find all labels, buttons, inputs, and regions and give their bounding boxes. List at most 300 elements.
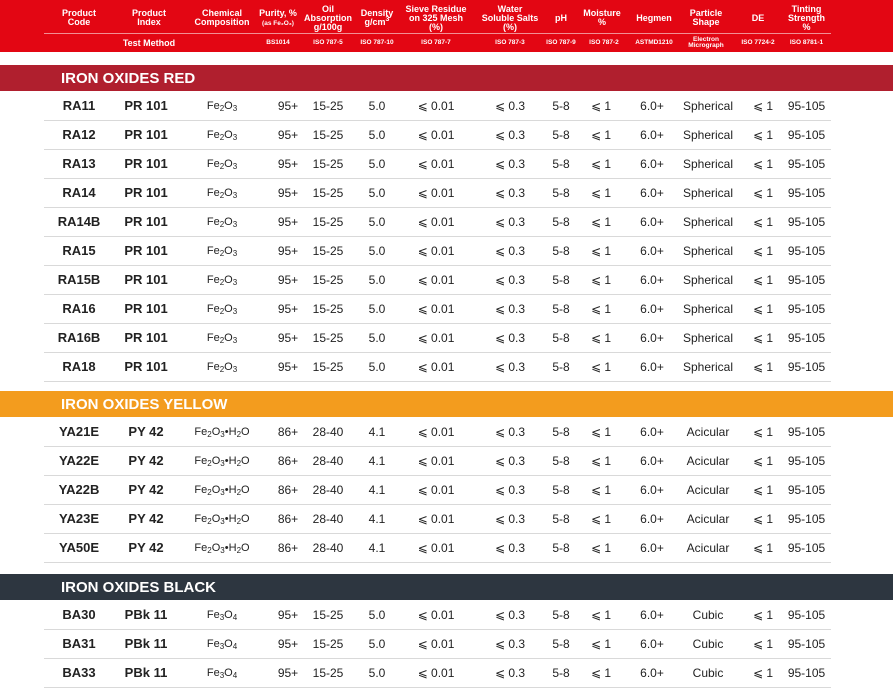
cell-hegmen: 6.0+ [640,666,664,680]
cell-tinting: 95-105 [787,157,826,171]
cell-purity: 95+ [277,157,299,171]
cell-code: RA13 [62,156,96,171]
cell-chem: $Fe_2O_3•H_2O$ [194,513,250,526]
cell-chem: $Fe_2O_3$ [206,245,238,258]
cell-solubles: ⩽ 0.3 [494,273,526,287]
cell-tinting: 95-105 [787,608,826,622]
table-row [44,447,831,476]
cell-de: ⩽ 1 [752,483,774,497]
cell-code: RA11 [62,98,96,113]
method-density: ISO 787-10 [360,38,394,46]
cell-sieve: ⩽ 0.01 [417,360,455,374]
method-ph: ISO 787-9 [546,38,576,46]
cell-ph: 5-8 [552,512,570,526]
table-row [44,92,831,121]
method-moisture: ISO 787-2 [589,38,619,46]
cell-oil: 28-40 [312,483,344,497]
cell-density: 4.1 [368,425,386,439]
cell-de: ⩽ 1 [752,302,774,316]
cell-index: PY 42 [128,453,164,468]
cell-moisture: ⩽ 1 [590,425,612,439]
table-row [44,534,831,563]
cell-ph: 5-8 [552,128,570,142]
col-moisture: Moisture % [583,8,621,27]
cell-chem: $Fe_2O_3•H_2O$ [194,542,250,555]
cell-moisture: ⩽ 1 [590,666,612,680]
cell-sieve: ⩽ 0.01 [417,186,455,200]
cell-shape: Spherical [682,157,734,171]
cell-index: PY 42 [128,511,164,526]
cell-moisture: ⩽ 1 [590,302,612,316]
cell-chem: $Fe_2O_3$ [206,187,238,200]
cell-tinting: 95-105 [787,360,826,374]
method-sieve: ISO 787-7 [421,38,451,46]
cell-shape: Acicular [686,425,730,439]
cell-tinting: 95-105 [787,454,826,468]
cell-density: 5.0 [368,331,386,345]
cell-purity: 95+ [277,302,299,316]
cell-solubles: ⩽ 0.3 [494,99,526,113]
cell-density: 5.0 [368,244,386,258]
cell-shape: Acicular [686,541,730,555]
cell-tinting: 95-105 [787,128,826,142]
cell-ph: 5-8 [552,331,570,345]
cell-index: PR 101 [124,243,168,258]
cell-oil: 15-25 [312,666,344,680]
cell-density: 5.0 [368,215,386,229]
method-shape: Electron Micrograph [688,35,724,49]
cell-density: 5.0 [368,273,386,287]
method-tinting: ISO 8781-1 [789,38,824,46]
cell-index: PBk 11 [124,636,168,651]
col-purity-note: (as Fe₂O₃) [262,19,294,27]
cell-tinting: 95-105 [787,331,826,345]
cell-de: ⩽ 1 [752,425,774,439]
table-row [44,659,831,688]
cell-sieve: ⩽ 0.01 [417,666,455,680]
table-row [44,179,831,208]
cell-moisture: ⩽ 1 [590,99,612,113]
cell-solubles: ⩽ 0.3 [494,454,526,468]
method-de: ISO 7724-2 [741,38,775,46]
cell-oil: 15-25 [312,331,344,345]
cell-tinting: 95-105 [787,186,826,200]
header-divider [44,33,831,34]
cell-ph: 5-8 [552,666,570,680]
cell-ph: 5-8 [552,273,570,287]
cell-chem: $Fe_3O_4$ [206,667,238,680]
cell-ph: 5-8 [552,302,570,316]
cell-sieve: ⩽ 0.01 [417,128,455,142]
table-row [44,150,831,179]
cell-index: PR 101 [124,156,168,171]
cell-purity: 95+ [277,99,299,113]
cell-purity: 95+ [277,273,299,287]
cell-index: PR 101 [124,330,168,345]
cell-code: RA18 [62,359,96,374]
cell-oil: 15-25 [312,637,344,651]
cell-moisture: ⩽ 1 [590,128,612,142]
cell-hegmen: 6.0+ [640,512,664,526]
cell-de: ⩽ 1 [752,360,774,374]
cell-oil: 15-25 [312,186,344,200]
cell-purity: 95+ [277,331,299,345]
cell-shape: Spherical [682,302,734,316]
cell-oil: 28-40 [312,541,344,555]
cell-code: RA14B [57,214,101,229]
cell-moisture: ⩽ 1 [590,186,612,200]
col-ph: pH [555,12,567,23]
table-row [44,353,831,382]
cell-code: BA31 [62,636,96,651]
cell-code: RA16 [62,301,96,316]
cell-solubles: ⩽ 0.3 [494,302,526,316]
cell-hegmen: 6.0+ [640,608,664,622]
table-row [44,601,831,630]
cell-ph: 5-8 [552,608,570,622]
cell-index: PR 101 [124,185,168,200]
cell-hegmen: 6.0+ [640,244,664,258]
cell-de: ⩽ 1 [752,273,774,287]
method-hegmen: ASTMD1210 [635,38,673,46]
cell-ph: 5-8 [552,186,570,200]
cell-de: ⩽ 1 [752,99,774,113]
cell-ph: 5-8 [552,425,570,439]
col-chemical-composition: Chemical Composition [194,8,250,27]
cell-oil: 15-25 [312,360,344,374]
cell-sieve: ⩽ 0.01 [417,608,455,622]
cell-hegmen: 6.0+ [640,541,664,555]
col-de: DE [751,12,765,23]
spec-table-header [0,0,893,52]
cell-ph: 5-8 [552,215,570,229]
cell-index: PR 101 [124,359,168,374]
cell-moisture: ⩽ 1 [590,483,612,497]
col-purity-label: Purity, % [259,7,297,18]
cell-sieve: ⩽ 0.01 [417,99,455,113]
cell-index: PY 42 [128,540,164,555]
table-row [44,237,831,266]
cell-de: ⩽ 1 [752,128,774,142]
cell-code: BA30 [62,607,96,622]
cell-shape: Spherical [682,244,734,258]
cell-density: 5.0 [368,186,386,200]
cell-purity: 95+ [277,215,299,229]
cell-density: 5.0 [368,666,386,680]
cell-sieve: ⩽ 0.01 [417,302,455,316]
cell-purity: 95+ [277,244,299,258]
cell-index: PBk 11 [124,665,168,680]
cell-hegmen: 6.0+ [640,273,664,287]
cell-chem: $Fe_2O_3•H_2O$ [194,426,250,439]
cell-solubles: ⩽ 0.3 [494,512,526,526]
cell-shape: Spherical [682,99,734,113]
cell-code: YA50E [59,540,99,555]
cell-hegmen: 6.0+ [640,637,664,651]
cell-oil: 28-40 [312,512,344,526]
table-row [44,418,831,447]
col-product-code: Product Code [61,8,96,27]
cell-hegmen: 6.0+ [640,99,664,113]
cell-hegmen: 6.0+ [640,454,664,468]
cell-moisture: ⩽ 1 [590,157,612,171]
cell-tinting: 95-105 [787,637,826,651]
table-row [44,295,831,324]
cell-code: YA22B [58,482,100,497]
cell-tinting: 95-105 [787,273,826,287]
cell-de: ⩽ 1 [752,666,774,680]
cell-code: RA15B [57,272,101,287]
cell-code: RA16B [57,330,101,345]
test-method-label: Test Method [122,37,176,48]
cell-oil: 28-40 [312,454,344,468]
cell-solubles: ⩽ 0.3 [494,541,526,555]
method-oil: ISO 787-5 [313,38,343,46]
col-oil-absorption: Oil Absorption g/100g [304,3,352,32]
cell-shape: Spherical [682,360,734,374]
cell-moisture: ⩽ 1 [590,331,612,345]
cell-code: YA23E [59,511,99,526]
cell-solubles: ⩽ 0.3 [494,244,526,258]
cell-chem: $Fe_2O_3$ [206,100,238,113]
cell-oil: 15-25 [312,157,344,171]
cell-shape: Cubic [692,637,724,651]
table-row [44,505,831,534]
cell-oil: 28-40 [312,425,344,439]
cell-shape: Spherical [682,186,734,200]
cell-ph: 5-8 [552,99,570,113]
cell-oil: 15-25 [312,273,344,287]
cell-index: PR 101 [124,214,168,229]
cell-purity: 95+ [277,666,299,680]
cell-index: PBk 11 [124,607,168,622]
cell-chem: $Fe_2O_3•H_2O$ [194,455,250,468]
cell-oil: 15-25 [312,302,344,316]
cell-density: 4.1 [368,512,386,526]
cell-purity: 95+ [277,608,299,622]
table-row [44,121,831,150]
cell-purity: 86+ [277,425,299,439]
cell-de: ⩽ 1 [752,541,774,555]
cell-solubles: ⩽ 0.3 [494,128,526,142]
section-title: IRON OXIDES YELLOW [61,395,228,413]
cell-tinting: 95-105 [787,541,826,555]
cell-hegmen: 6.0+ [640,215,664,229]
cell-purity: 86+ [277,512,299,526]
cell-hegmen: 6.0+ [640,483,664,497]
cell-de: ⩽ 1 [752,512,774,526]
cell-index: PR 101 [124,301,168,316]
cell-tinting: 95-105 [787,425,826,439]
cell-index: PR 101 [124,98,168,113]
cell-chem: $Fe_2O_3$ [206,332,238,345]
cell-purity: 86+ [277,483,299,497]
cell-ph: 5-8 [552,541,570,555]
cell-de: ⩽ 1 [752,186,774,200]
cell-oil: 15-25 [312,99,344,113]
cell-chem: $Fe_2O_3$ [206,274,238,287]
cell-purity: 86+ [277,454,299,468]
cell-solubles: ⩽ 0.3 [494,483,526,497]
table-row [44,266,831,295]
cell-code: BA33 [62,665,96,680]
cell-density: 5.0 [368,360,386,374]
cell-density: 5.0 [368,157,386,171]
cell-sieve: ⩽ 0.01 [417,541,455,555]
cell-moisture: ⩽ 1 [590,541,612,555]
cell-hegmen: 6.0+ [640,425,664,439]
cell-hegmen: 6.0+ [640,128,664,142]
cell-sieve: ⩽ 0.01 [417,483,455,497]
cell-chem: $Fe_3O_4$ [206,609,238,622]
cell-ph: 5-8 [552,157,570,171]
cell-index: PR 101 [124,272,168,287]
cell-chem: $Fe_2O_3$ [206,361,238,374]
cell-density: 4.1 [368,483,386,497]
col-sieve-residue: Sieve Residue on 325 Mesh (%) [405,3,467,32]
cell-code: YA21E [59,424,99,439]
cell-sieve: ⩽ 0.01 [417,425,455,439]
cell-code: RA15 [62,243,96,258]
cell-solubles: ⩽ 0.3 [494,186,526,200]
col-particle-shape: Particle Shape [689,8,723,27]
cell-hegmen: 6.0+ [640,186,664,200]
cell-shape: Spherical [682,273,734,287]
cell-moisture: ⩽ 1 [590,273,612,287]
cell-shape: Cubic [692,666,724,680]
cell-de: ⩽ 1 [752,215,774,229]
cell-de: ⩽ 1 [752,244,774,258]
cell-shape: Acicular [686,483,730,497]
cell-moisture: ⩽ 1 [590,215,612,229]
table-row [44,208,831,237]
col-purity [254,2,302,34]
cell-moisture: ⩽ 1 [590,360,612,374]
table-row [44,324,831,353]
cell-code: YA22E [59,453,99,468]
cell-purity: 86+ [277,541,299,555]
cell-chem: $Fe_2O_3$ [206,158,238,171]
cell-shape: Spherical [682,215,734,229]
cell-tinting: 95-105 [787,302,826,316]
col-product-index: Product Index [131,8,166,27]
cell-oil: 15-25 [312,608,344,622]
cell-sieve: ⩽ 0.01 [417,273,455,287]
cell-index: PY 42 [128,424,164,439]
cell-shape: Acicular [686,454,730,468]
cell-sieve: ⩽ 0.01 [417,215,455,229]
cell-ph: 5-8 [552,244,570,258]
cell-chem: $Fe_2O_3•H_2O$ [194,484,250,497]
cell-purity: 95+ [277,360,299,374]
cell-de: ⩽ 1 [752,454,774,468]
cell-chem: $Fe_2O_3$ [206,303,238,316]
cell-sieve: ⩽ 0.01 [417,454,455,468]
cell-tinting: 95-105 [787,483,826,497]
cell-solubles: ⩽ 0.3 [494,608,526,622]
cell-density: 5.0 [368,302,386,316]
cell-tinting: 95-105 [787,512,826,526]
cell-index: PY 42 [128,482,164,497]
cell-shape: Spherical [682,331,734,345]
cell-chem: $Fe_2O_3$ [206,129,238,142]
cell-moisture: ⩽ 1 [590,512,612,526]
cell-density: 5.0 [368,637,386,651]
cell-oil: 15-25 [312,215,344,229]
cell-ph: 5-8 [552,483,570,497]
cell-tinting: 95-105 [787,666,826,680]
cell-purity: 95+ [277,637,299,651]
cell-purity: 95+ [277,128,299,142]
cell-solubles: ⩽ 0.3 [494,360,526,374]
cell-density: 5.0 [368,128,386,142]
section-header [0,574,893,600]
cell-purity: 95+ [277,186,299,200]
method-purity: BS1014 [266,38,290,46]
col-water-soluble-salts: Water Soluble Salts (%) [481,3,539,32]
col-density [356,2,398,34]
col-tinting-strength: Tinting Strength % [788,3,825,32]
cell-tinting: 95-105 [787,215,826,229]
cell-ph: 5-8 [552,637,570,651]
table-row [44,630,831,659]
cell-solubles: ⩽ 0.3 [494,666,526,680]
cell-hegmen: 6.0+ [640,157,664,171]
table-row [44,476,831,505]
cell-chem: $Fe_2O_3$ [206,216,238,229]
cell-shape: Cubic [692,608,724,622]
cell-chem: $Fe_3O_4$ [206,638,238,651]
section-header [0,65,893,91]
cell-de: ⩽ 1 [752,637,774,651]
cell-code: RA12 [62,127,96,142]
cell-oil: 15-25 [312,244,344,258]
cell-shape: Spherical [682,128,734,142]
cell-ph: 5-8 [552,360,570,374]
cell-solubles: ⩽ 0.3 [494,637,526,651]
cell-sieve: ⩽ 0.01 [417,157,455,171]
cell-solubles: ⩽ 0.3 [494,215,526,229]
cell-solubles: ⩽ 0.3 [494,331,526,345]
cell-tinting: 95-105 [787,99,826,113]
cell-ph: 5-8 [552,454,570,468]
cell-hegmen: 6.0+ [640,302,664,316]
cell-sieve: ⩽ 0.01 [417,637,455,651]
section-title: IRON OXIDES RED [61,69,196,87]
cell-hegmen: 6.0+ [640,331,664,345]
col-density-label: Density $g/cm^3$ [360,8,394,27]
cell-density: 5.0 [368,608,386,622]
section-title: IRON OXIDES BLACK [61,578,217,596]
cell-hegmen: 6.0+ [640,360,664,374]
cell-code: RA14 [62,185,96,200]
cell-de: ⩽ 1 [752,608,774,622]
cell-sieve: ⩽ 0.01 [417,331,455,345]
cell-tinting: 95-105 [787,244,826,258]
cell-moisture: ⩽ 1 [590,454,612,468]
cell-sieve: ⩽ 0.01 [417,512,455,526]
cell-sieve: ⩽ 0.01 [417,244,455,258]
col-hegmen: Hegmen [636,12,672,23]
cell-density: 4.1 [368,454,386,468]
cell-de: ⩽ 1 [752,331,774,345]
cell-solubles: ⩽ 0.3 [494,425,526,439]
cell-density: 4.1 [368,541,386,555]
cell-moisture: ⩽ 1 [590,608,612,622]
cell-de: ⩽ 1 [752,157,774,171]
section-header [0,391,893,417]
cell-oil: 15-25 [312,128,344,142]
